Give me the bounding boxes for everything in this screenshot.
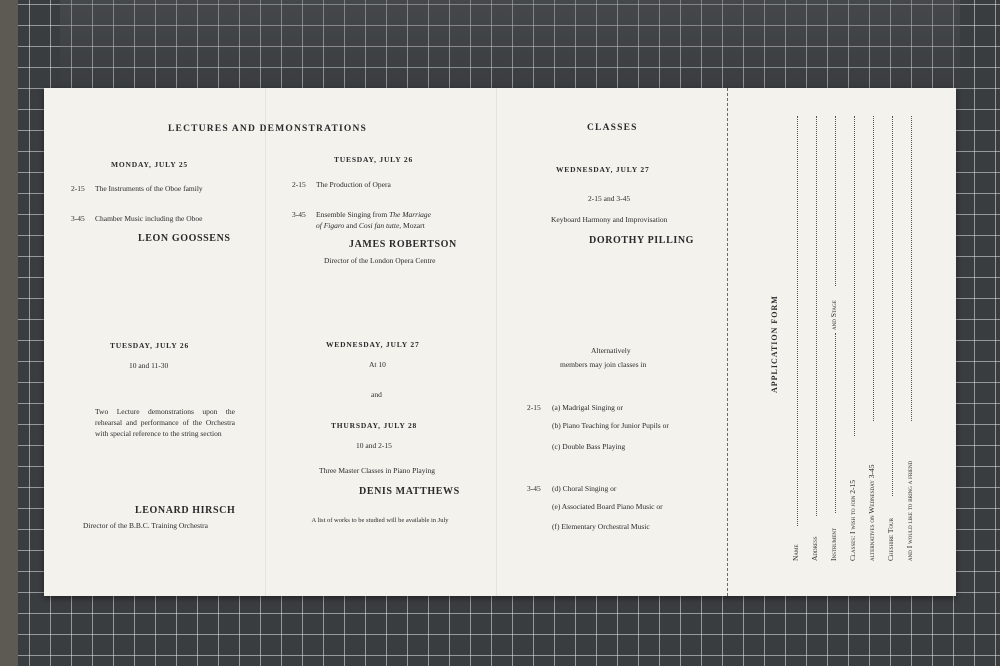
speaker-role: Director of the B.B.C. Training Orchestra	[83, 521, 208, 530]
lectures-heading: LECTURES AND DEMONSTRATIONS	[168, 124, 368, 134]
session-title-cont	[316, 221, 425, 230]
dotted-line	[873, 116, 874, 421]
speaker-name: LEON GOOSSENS	[138, 233, 231, 244]
dotted-line	[835, 333, 836, 513]
text-fragment: and	[346, 221, 357, 230]
class-option: (b) Piano Teaching for Junior Pupils or	[552, 421, 669, 430]
form-field-friend[interactable]: and I would like to bring a friend	[905, 460, 914, 561]
dotted-line	[911, 116, 912, 421]
day-heading: MONDAY, JULY 25	[111, 160, 188, 169]
dotted-line	[816, 116, 817, 516]
opera-title: The Marriage	[389, 210, 431, 219]
opera-title: Cosi fan tutte,	[358, 221, 402, 230]
fold-line-1	[265, 88, 266, 596]
dotted-line	[797, 116, 798, 526]
speaker-role: Director of the London Opera Centre	[324, 256, 436, 265]
speaker-name: JAMES ROBERTSON	[349, 239, 457, 250]
alternatives-text: Alternatively	[591, 346, 631, 355]
dotted-line	[854, 116, 855, 436]
day-heading: TUESDAY, JULY 26	[334, 155, 414, 164]
classes-heading: CLASSES	[587, 123, 638, 133]
speaker-name: DENIS MATTHEWS	[359, 486, 460, 497]
day-heading: WEDNESDAY, JULY 27	[326, 340, 420, 349]
and-text: and	[371, 390, 382, 399]
day-heading: THURSDAY, JULY 28	[331, 421, 418, 430]
dotted-line	[835, 116, 836, 286]
session-time: At 10	[369, 360, 386, 369]
class-option: (f) Elementary Orchestral Music	[552, 522, 650, 531]
session-title	[316, 210, 431, 219]
form-field-name[interactable]: Name	[791, 544, 800, 561]
session-time: 3-45	[292, 210, 306, 219]
class-option: (c) Double Bass Playing	[552, 442, 626, 451]
session-title: The Instruments of the Oboe family	[95, 184, 203, 193]
form-field-tour[interactable]: Cheshire Tour	[886, 518, 895, 561]
alternatives-text: members may join classes in	[560, 360, 647, 369]
fold-line-2	[496, 88, 497, 596]
dotted-line	[892, 116, 893, 496]
class-topic: Keyboard Harmony and Improvisation	[551, 215, 668, 224]
session-time: 10 and 11-30	[129, 361, 169, 370]
opera-title: of Figaro	[316, 221, 345, 230]
form-field-stage[interactable]: and Stage	[829, 300, 838, 330]
session-time: 2-15	[71, 184, 85, 193]
application-form-title: APPLICATION FORM	[770, 295, 779, 393]
application-form	[746, 108, 966, 578]
session-time: 2-15	[292, 180, 306, 189]
text-fragment: Ensemble Singing from	[316, 210, 388, 219]
class-time: 2-15	[527, 403, 541, 412]
perforation-line	[727, 88, 728, 596]
class-option: (d) Choral Singing or	[552, 484, 617, 493]
programme-leaflet	[44, 88, 956, 596]
class-time: 2-15 and 3-45	[588, 194, 631, 203]
day-heading: TUESDAY, JULY 26	[110, 341, 190, 350]
composer: Mozart	[403, 221, 425, 230]
works-note: A list of works to be studied will be available in July	[311, 517, 449, 524]
class-option: (a) Madrigal Singing or	[552, 403, 624, 412]
mat-shadow-band	[60, 0, 960, 88]
class-time: 3-45	[527, 484, 541, 493]
session-description: Two Lecture demonstrations upon the rehearsal and performance of the Orchestra with special reference to the string section	[95, 407, 235, 438]
form-field-classes[interactable]: Classes: I wish to join 2-15	[848, 480, 857, 561]
session-title: Three Master Classes in Piano Playing	[319, 466, 436, 475]
form-field-alternatives[interactable]: alternatives on Wednesday 3-45	[867, 464, 876, 561]
session-time: 3-45	[71, 214, 85, 223]
session-title: Chamber Music including the Oboe	[95, 214, 203, 223]
session-title: The Production of Opera	[316, 180, 391, 189]
mat-edge	[0, 0, 18, 666]
day-heading: WEDNESDAY, JULY 27	[556, 165, 650, 174]
speaker-name: LEONARD HIRSCH	[135, 505, 236, 516]
form-field-address[interactable]: Address	[810, 536, 819, 561]
class-option: (e) Associated Board Piano Music or	[552, 502, 663, 511]
speaker-name: DOROTHY PILLING	[589, 235, 695, 246]
session-time: 10 and 2-15	[356, 441, 392, 450]
form-field-instrument[interactable]: Instrument	[829, 527, 838, 561]
